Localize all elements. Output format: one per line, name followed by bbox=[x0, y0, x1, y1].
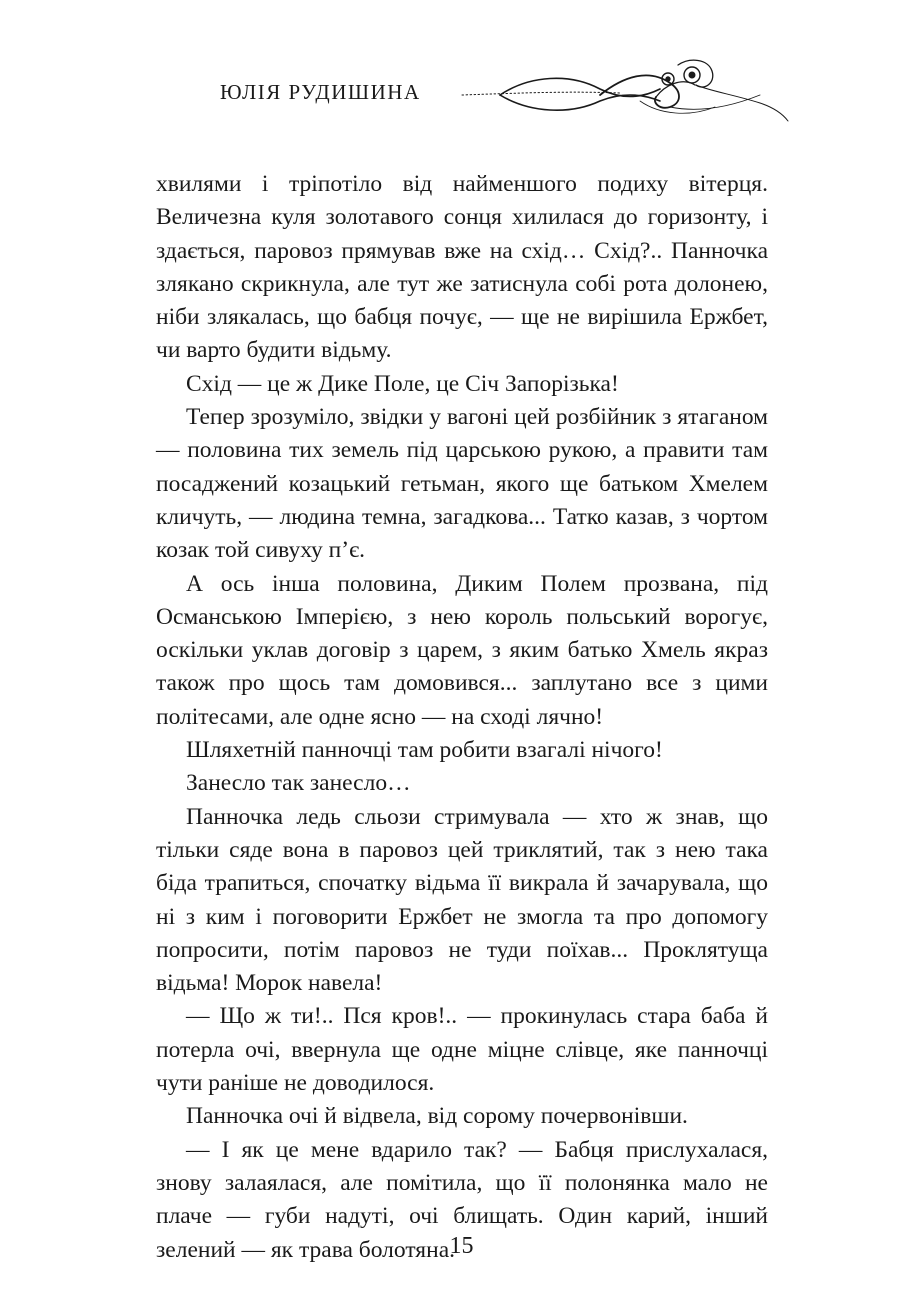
paragraph: Занесло так занесло… bbox=[186, 770, 411, 797]
paragraph: Тепер зрозуміло, звідки у вагоні цей розбійник з ятаганом — половина тих земель під царською рукою, а правити там посаджений козацький гетьман, якого ще батьком Хмелем кличуть, — людина темна, загадкова... Татко казав, з чортом козак той сивуху п’є. bbox=[156, 404, 768, 564]
page-number: 15 bbox=[449, 1233, 474, 1259]
paragraph: — І як це мене вдарило так? — Бабця прислухалася, знову залаялася, але помітила, що її полонянка мало не плаче — губи надуті, очі блищать. Один карий, інший зелений — як трава болотяна. bbox=[156, 1136, 768, 1263]
paragraph: — Що ж ти!.. Пся кров!.. — прокинулась стара баба й потерла очі, ввернула ще одне міцне слівце, яке панночці чути раніше не доводилося. bbox=[156, 1003, 768, 1097]
paragraph: Панночка очі й відвела, від сорому почервонівши. bbox=[186, 1103, 688, 1130]
paragraph: Панночка ледь сльози стримувала — хто ж знав, що тільки сяде вона в паровоз цей триклятий, так з нею така біда трапиться, спочатку відьма її викрала й зачарувала, що ні з ким і поговорити Ержбет не змогла та про допомогу попросити, потім паровоз не туди поїхав... Проклятуща відьма! Морок навела! bbox=[156, 803, 768, 997]
paragraph: хвилями і тріпотіло від найменшого подиху вітерця. Величезна куля золотавого сонця хилилася до горизонту, і здається, паровоз прямував вже на схід… Схід?.. Панночка злякано скрикнула, але тут же затиснула собі рота долонею, ніби злякалась, що бабця почує, — ще не вирішила Ержбет, чи варто будити відьму. bbox=[156, 171, 768, 364]
paragraph: Шляхетній панночці там робити взагалі нічого! bbox=[186, 737, 663, 764]
paragraph: Схід — це ж Дике Поле, це Січ Запорізька! bbox=[186, 370, 619, 397]
flourish-ornament-icon bbox=[460, 55, 790, 125]
body-text bbox=[156, 168, 768, 1267]
paragraph: А ось інша половина, Диким Полем прозвана, під Османською Імперією, з нею король польський ворогує, оскільки уклав договір з царем, з яким батько Хмель якраз також про щось там домовився... заплутано все з цими політесами, але одне ясно — на сході лячно! bbox=[156, 570, 768, 730]
running-head-author: ЮЛІЯ РУДИШИНА bbox=[220, 80, 421, 104]
